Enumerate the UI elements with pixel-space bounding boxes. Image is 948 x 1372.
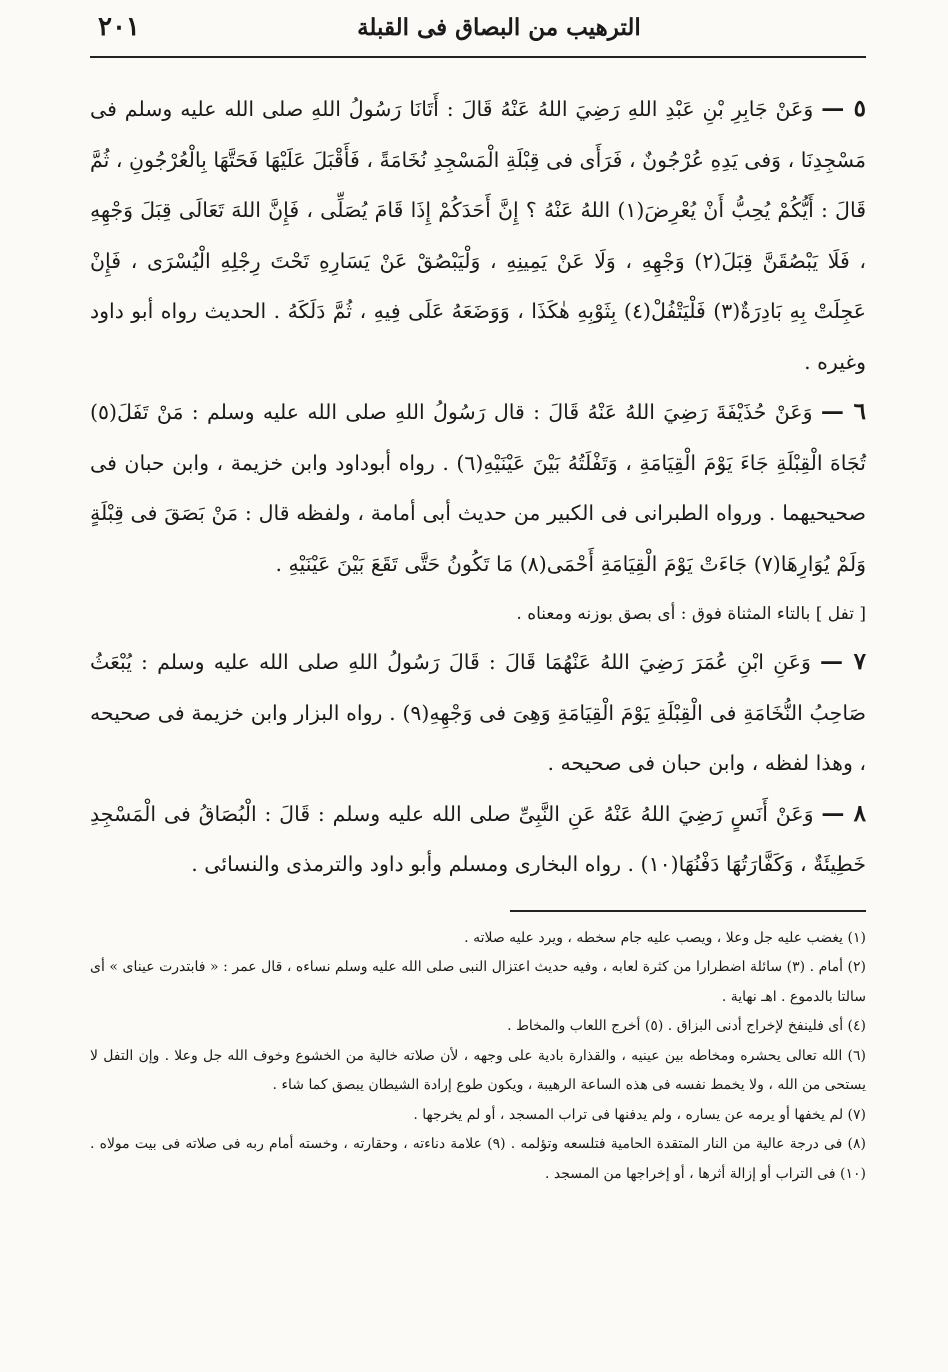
hadith-number: ٧ — [820,648,866,675]
main-text [90,84,866,890]
hadith-number: ٨ — [821,799,866,827]
footnote: (٦) الله تعالى يحشره ومخاطه بين عينيه ، والقذارة بادية على وجهه ، لأن صلاته خالية من الخشوع وخوف الله جل وعلا . وإن التفل لا يستحى من الله ، ولا يخمط نفسه فى هذه الساعة الرهيبة ، ويكون طوع إرادة الشيطان يبصق كما شاء . [90,1047,866,1093]
explanatory-note: [ تفل ] بالتاء المثناة فوق : أى بصق بوزنه ومعناه . [516,604,866,624]
page-header [90,12,866,58]
hadith-text: وَعَنْ أَنَسٍ رَضِيَ اللهُ عَنْهُ عَنِ النَّبِىِّ صلى الله عليه وسلم : قَالَ : الْبُصَاقُ فى الْمَسْجِدِ خَطِيئَةٌ ، وَكَفَّارَتُهَا دَفْنُهَا(١٠) . رواه البخارى ومسلم وأبو داود والترمذى والنسائى . [90,801,866,876]
hadith-text: وَعَنْ حُذَيْفَةَ رَضِيَ اللهُ عَنْهُ قَالَ : قال رَسُولُ اللهِ صلى الله عليه وسلم : مَنْ تَفَلَ(٥) تُجَاهَ الْقِبْلَةِ جَاءَ يَوْمَ الْقِيَامَةِ ، وَتَفْلَتُهُ بَيْنَ عَيْنَيْهِ(٦) . رواه أبوداود وابن خزيمة ، وابن حبان فى صحيحيهما . ورواه الطبرانى فى الكبير من حديث أبى أمامة ، ولفظه قال : مَنْ بَصَقَ فى قِبْلَةٍ وَلَمْ يُوَارِهَا(٧) جَاءَتْ يَوْمَ الْقِيَامَةِ أَحْمَى(٨) مَا تَكُونُ حَتَّى تَقَعَ بَيْنَ عَيْنَيْهِ . [90,400,866,576]
footnote: (١) يغضب عليه جل وعلا ، ويصب عليه جام سخطه ، ويرد عليه صلاته . [464,929,866,946]
footnotes [90,924,866,1190]
hadith-number: ٦ — [820,398,866,425]
hadith-text: وَعَنِ ابْنِ عُمَرَ رَضِيَ اللهُ عَنْهُمَا قَالَ : قَالَ رَسُولُ اللهِ صلى الله عليه وسلم : يُبْعَثُ صَاحِبُ النُّخَامَةِ فى الْقِبْلَةِ يَوْمَ الْقِيَامَةِ وَهِىَ فى وَجْهِهِ(٩) . رواه البزار وابن خزيمة فى صحيحه ، وهذا لفظه ، وابن حبان فى صحيحه . [90,650,866,775]
footnote: (٨) فى درجة عالية من النار المتقدة الحامية فتلسعه وتؤلمه . (٩) علامة دناءته ، وحقارته ، وخسته أمام ربه فى صلاته فى بيت مولاه . (١٠) فى التراب أو إزالة أثرها ، أو إخراجها من المسجد . [90,1136,866,1182]
book-page [90,12,866,1352]
hadith-number: ٥ — [821,95,866,122]
hadith-5 [90,84,866,387]
page-number: ٢٠١ [98,12,140,42]
footnote: (٤) أى فلينفخ لإخراج أدنى البزاق . (٥) أخرج اللعاب والمخاط . [507,1018,866,1034]
hadith-text: وَعَنْ جَابِرِ بْنِ عَبْدِ اللهِ رَضِيَ اللهُ عَنْهُ قَالَ : أَتَانَا رَسُولُ اللهِ صلى الله عليه وسلم فى مَسْجِدِنَا ، وَفى يَدِهِ عُرْجُونٌ ، فَرَأَى فى قِبْلَةِ الْمَسْجِدِ نُخَامَةً ، فَأَقْبَلَ عَلَيْهَا فَحَتَّهَا بِالْعُرْجُونِ ، ثُمَّ قَالَ : أَيُّكُمْ يُحِبُّ أَنْ يُعْرِضَ(١) اللهُ عَنْهُ ؟ إِنَّ أَحَدَكُمْ إِذَا قَامَ يُصَلِّى ، فَإِنَّ اللهَ تَعَالَى قِبَلَ وَجْهِهِ ، فَلَا يَبْصُقَنَّ قِبَلَ(٢) وَجْهِهِ ، وَلَا عَنْ يَمِينِهِ ، وَلْيَبْصُقْ عَنْ يَسَارِهِ تَحْتَ رِجْلِهِ الْيُسْرَى ، فَإِنْ عَجِلَتْ بِهِ بَادِرَةٌ(٣) فَلْيَتْفُلْ(٤) بِثَوْبِهِ هٰكَذَا ، وَوَضَعَهُ عَلَى فِيهِ ، ثُمَّ دَلَكَهُ . الحديث رواه أبو داود وغيره . [90,97,866,374]
footnote: (٧) لم يخفها أو يرمه عن يساره ، ولم يدفنها فى تراب المسجد ، أو لم يخرجها . [413,1106,866,1123]
hadith-8 [90,789,866,890]
footnote-divider [510,910,866,912]
hadith-7 [90,637,866,789]
running-title: الترهيب من البصاق فى القبلة [357,14,641,41]
hadith-6 [90,387,866,589]
footnote: (٢) أمام . (٣) سائلة اضطرارا من كثرة لعابه ، وفيه حديث اعتزال النبى صلى الله عليه وسلم نساءه ، قال عمر : « فابتدرت عيناى » أى سالتا بالدموع . اهـ نهاية . [90,959,867,1005]
